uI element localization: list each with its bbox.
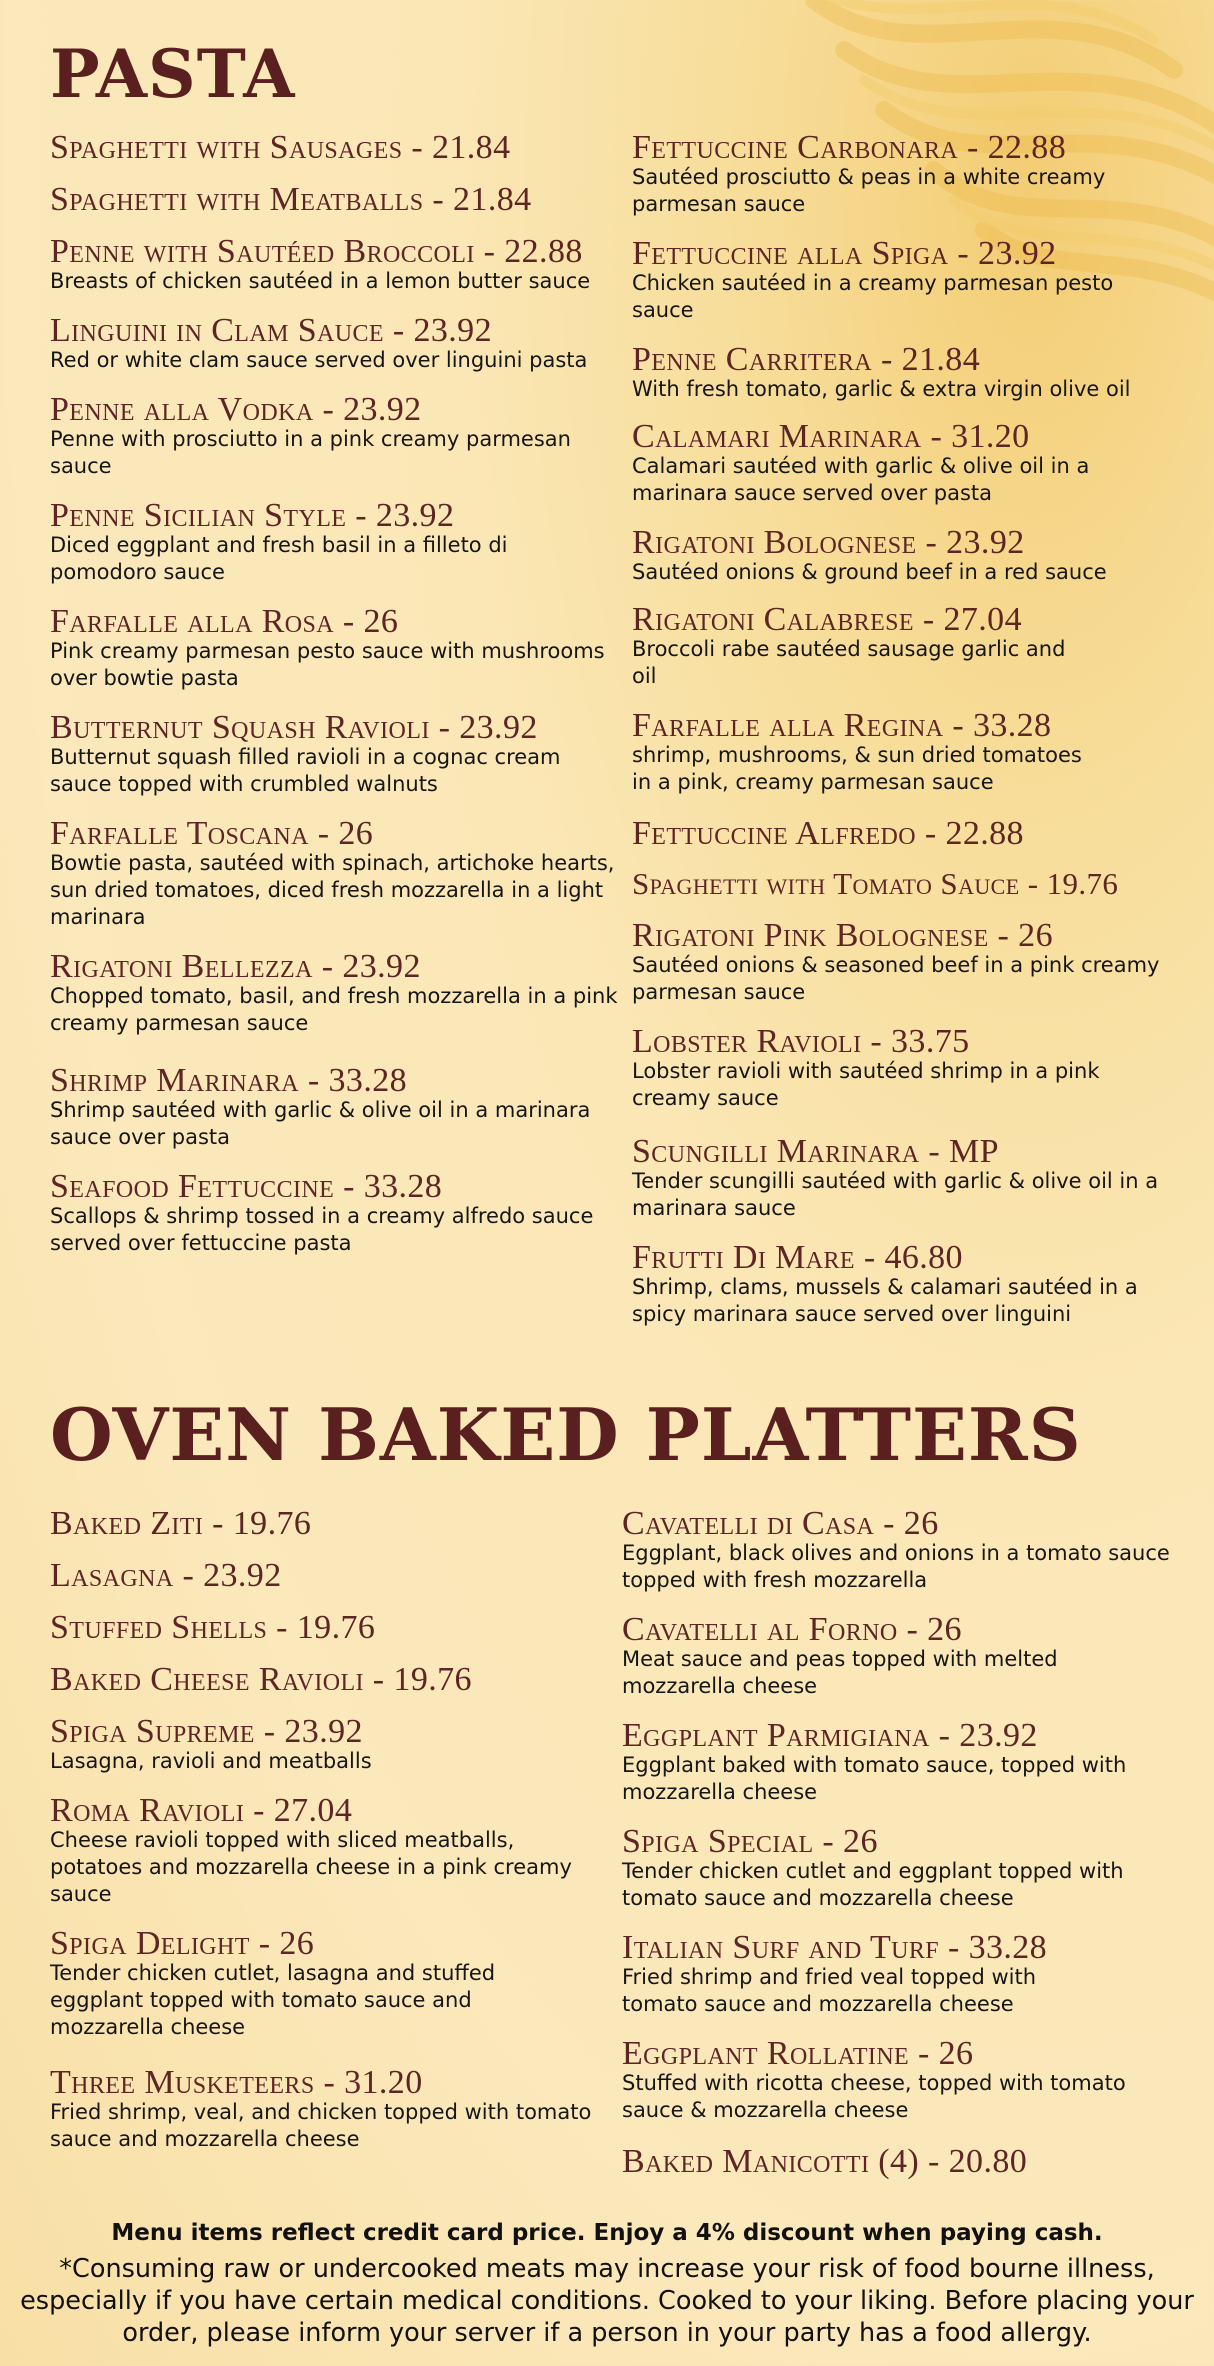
menu-item-name: Rigatoni Pink Bolognese - 26: [632, 917, 1053, 954]
oven-right-column: [622, 1504, 1182, 2182]
menu-item-name: Roma Ravioli - 27.04: [50, 1792, 353, 1829]
menu-item: [632, 234, 1172, 324]
menu-item: [50, 602, 620, 692]
oven-section-title: OVEN BAKED PLATTERS: [50, 1392, 1082, 1477]
menu-item-name: Seafood Fettuccine - 33.28: [50, 1168, 443, 1205]
menu-item-description: Butternut squash filled ravioli in a cognac cream sauce topped with crumbled walnuts: [50, 745, 561, 796]
menu-item-description: Sautéed prosciutto & peas in a white creamy parmesan sauce: [632, 165, 1106, 216]
menu-item-name: Penne Sicilian Style - 23.92: [50, 497, 455, 534]
menu-item-name: Fettuccine Alfredo - 22.88: [632, 815, 1024, 852]
menu-item-name: Spaghetti with Meatballs - 21.84: [50, 181, 532, 218]
menu-item: [632, 600, 1172, 690]
menu-item-name: Cavatelli di Casa - 26: [622, 1505, 939, 1542]
menu-item: [622, 1504, 1182, 1594]
menu-item-name: Stuffed Shells - 19.76: [50, 1609, 376, 1646]
menu-item-description: With fresh tomato, garlic & extra virgin olive oil: [632, 377, 1131, 401]
menu-item-name: Baked Manicotti (4) - 20.80: [622, 2143, 1028, 2180]
menu-item: [50, 232, 620, 295]
menu-item: [632, 1132, 1172, 1222]
menu-item: [632, 1022, 1172, 1112]
menu-item-name: Farfalle alla Rosa - 26: [50, 603, 399, 640]
menu-item-description: Eggplant baked with tomato sauce, topped with mozzarella cheese: [622, 1753, 1127, 1804]
menu-item: [632, 128, 1172, 218]
menu-item-description: Calamari sautéed with garlic & olive oil in a marinara sauce served over pasta: [632, 454, 1090, 505]
menu-item-name: Calamari Marinara - 31.20: [632, 418, 1030, 455]
menu-item-name: Farfalle Toscana - 26: [50, 815, 374, 852]
menu-item-name: Farfalle alla Regina - 33.28: [632, 707, 1052, 744]
menu-item-name: Three Musketeers - 31.20: [50, 2064, 423, 2101]
menu-item: [50, 947, 620, 1037]
menu-item-name: Lasagna - 23.92: [50, 1557, 282, 1594]
menu-item-name: Lobster Ravioli - 33.75: [632, 1023, 970, 1060]
menu-item-name: Fettuccine alla Spiga - 23.92: [632, 235, 1057, 272]
menu-item: [622, 1610, 1182, 1700]
menu-item-description: Sautéed onions & seasoned beef in a pink creamy parmesan sauce: [632, 953, 1160, 1004]
menu-item-name: Shrimp Marinara - 33.28: [50, 1062, 408, 1099]
menu-item-name: Frutti Di Mare - 46.80: [632, 1239, 963, 1276]
menu-item-description: shrimp, mushrooms, & sun dried tomatoes in a pink, creamy parmesan sauce: [632, 743, 1082, 794]
menu-item: [632, 523, 1172, 586]
menu-item-description: Shrimp sautéed with garlic & olive oil in a marinara sauce over pasta: [50, 1098, 591, 1149]
menu-item-description: Scallops & shrimp tossed in a creamy alfredo sauce served over fettuccine pasta: [50, 1204, 594, 1255]
menu-item-name: Rigatoni Bolognese - 23.92: [632, 524, 1025, 561]
menu-item-name: Eggplant Parmigiana - 23.92: [622, 1717, 1038, 1754]
menu-item: [632, 864, 1172, 904]
menu-item-description: Chopped tomato, basil, and fresh mozzarella in a pink creamy parmesan sauce: [50, 984, 618, 1035]
menu-item: [50, 1167, 620, 1257]
menu-item: [50, 1924, 610, 2041]
menu-item: [50, 1504, 610, 1544]
pasta-left-column: [50, 128, 620, 1257]
menu-item: [50, 496, 620, 586]
menu-item-name: Baked Cheese Ravioli - 19.76: [50, 1661, 472, 1698]
menu-item: [50, 814, 620, 931]
allergy-disclaimer: *Consuming raw or undercooked meats may increase your risk of food bourne illness, especially if you have certain medical conditions. Cooked to your liking. Before placing your order, please inform your server if a person in your party has a food allergy.: [20, 2254, 1194, 2348]
menu-item-name: Butternut Squash Ravioli - 23.92: [50, 709, 538, 746]
menu-item-name: Scungilli Marinara - MP: [632, 1133, 999, 1170]
menu-item-description: Diced eggplant and fresh basil in a filleto di pomodoro sauce: [50, 533, 508, 584]
menu-item-name: Spiga Supreme - 23.92: [50, 1713, 363, 1750]
pasta-right-column: [632, 128, 1172, 1328]
menu-item-name: Baked Ziti - 19.76: [50, 1505, 312, 1542]
menu-item: [50, 1061, 620, 1151]
menu-item-name: Spiga Special - 26: [622, 1823, 878, 1860]
menu-item-name: Cavatelli al Forno - 26: [622, 1611, 962, 1648]
menu-item-name: Linguini in Clam Sauce - 23.92: [50, 312, 492, 349]
menu-item-description: Penne with prosciutto in a pink creamy parmesan sauce: [50, 427, 571, 478]
menu-item-description: Fried shrimp, veal, and chicken topped with tomato sauce and mozzarella cheese: [50, 2100, 592, 2151]
menu-item-description: Meat sauce and peas topped with melted mozzarella cheese: [622, 1647, 1058, 1698]
pasta-section-title: PASTA: [50, 35, 296, 113]
menu-item: [632, 814, 1172, 854]
menu-item-description: Tender chicken cutlet, lasagna and stuffed eggplant topped with tomato sauce and mozzarella cheese: [50, 1961, 496, 2039]
menu-item-name: Eggplant Rollatine - 26: [622, 2035, 974, 2072]
menu-item-description: Stuffed with ricotta cheese, topped with tomato sauce & mozzarella cheese: [622, 2071, 1126, 2122]
menu-item: [632, 417, 1172, 507]
menu-item-description: Bowtie pasta, sautéed with spinach, artichoke hearts, sun dried tomatoes, diced fresh mozzarella in a light marinara: [50, 851, 615, 929]
menu-item: [622, 2034, 1182, 2124]
menu-item: [622, 2142, 1182, 2182]
menu-item-description: Lobster ravioli with sautéed shrimp in a pink creamy sauce: [632, 1059, 1100, 1110]
menu-item-name: Penne with Sautéed Broccoli - 22.88: [50, 233, 583, 270]
menu-item: [632, 706, 1172, 796]
menu-item: [632, 1238, 1172, 1328]
menu-item: [50, 1791, 610, 1908]
menu-item: [632, 916, 1172, 1006]
menu-item: [50, 311, 620, 374]
menu-item: [50, 128, 620, 168]
menu-item-description: Chicken sautéed in a creamy parmesan pesto sauce: [632, 271, 1114, 322]
menu-item-description: Shrimp, clams, mussels & calamari sautéed in a spicy marinara sauce served over linguini: [632, 1275, 1138, 1326]
menu-item: [50, 708, 620, 798]
menu-item-name: Fettuccine Carbonara - 22.88: [632, 129, 1067, 166]
menu-item-description: Lasagna, ravioli and meatballs: [50, 1749, 372, 1773]
menu-item-description: Tender scungilli sautéed with garlic & olive oil in a marinara sauce: [632, 1169, 1159, 1220]
menu-item-name: Italian Surf and Turf - 33.28: [622, 1929, 1048, 1966]
menu-item-description: Fried shrimp and fried veal topped with tomato sauce and mozzarella cheese: [622, 1965, 1037, 2016]
menu-item-description: Eggplant, black olives and onions in a tomato sauce topped with fresh mozzarella: [622, 1541, 1170, 1592]
menu-item: [50, 180, 620, 220]
menu-item: [50, 1712, 610, 1775]
menu-item-name: Spaghetti with Sausages - 21.84: [50, 129, 511, 166]
cash-discount-note: Menu items reflect credit card price. Enjoy a 4% discount when paying cash.: [111, 2220, 1103, 2246]
menu-item-description: Breasts of chicken sautéed in a lemon butter sauce: [50, 269, 591, 293]
menu-item-name: Spiga Delight - 26: [50, 1925, 315, 1962]
menu-item: [50, 1556, 610, 1596]
menu-item-name: Spaghetti with Tomato Sauce - 19.76: [632, 866, 1119, 901]
menu-item-name: Penne alla Vodka - 23.92: [50, 391, 422, 428]
menu-item: [50, 390, 620, 480]
menu-item-description: Cheese ravioli topped with sliced meatballs, potatoes and mozzarella cheese in a pink creamy sauce: [50, 1828, 572, 1906]
menu-item: [50, 1660, 610, 1700]
oven-left-column: [50, 1504, 610, 2153]
menu-item: [622, 1928, 1182, 2018]
menu-item: [632, 340, 1172, 403]
menu-item: [50, 1608, 610, 1648]
menu-item-description: Tender chicken cutlet and eggplant topped with tomato sauce and mozzarella cheese: [622, 1859, 1124, 1910]
menu-item: [50, 2063, 610, 2153]
menu-item-description: Broccoli rabe sautéed sausage garlic and oil: [632, 637, 1066, 688]
menu-item-name: Penne Carritera - 21.84: [632, 341, 981, 378]
menu-item-name: Rigatoni Bellezza - 23.92: [50, 948, 421, 985]
menu-item-description: Sautéed onions & ground beef in a red sauce: [632, 560, 1107, 584]
menu-item-description: Pink creamy parmesan pesto sauce with mushrooms over bowtie pasta: [50, 639, 605, 690]
menu-item-name: Rigatoni Calabrese - 27.04: [632, 601, 1022, 638]
menu-item: [622, 1716, 1182, 1806]
menu-item-description: Red or white clam sauce served over linguini pasta: [50, 348, 588, 372]
menu-item: [622, 1822, 1182, 1912]
